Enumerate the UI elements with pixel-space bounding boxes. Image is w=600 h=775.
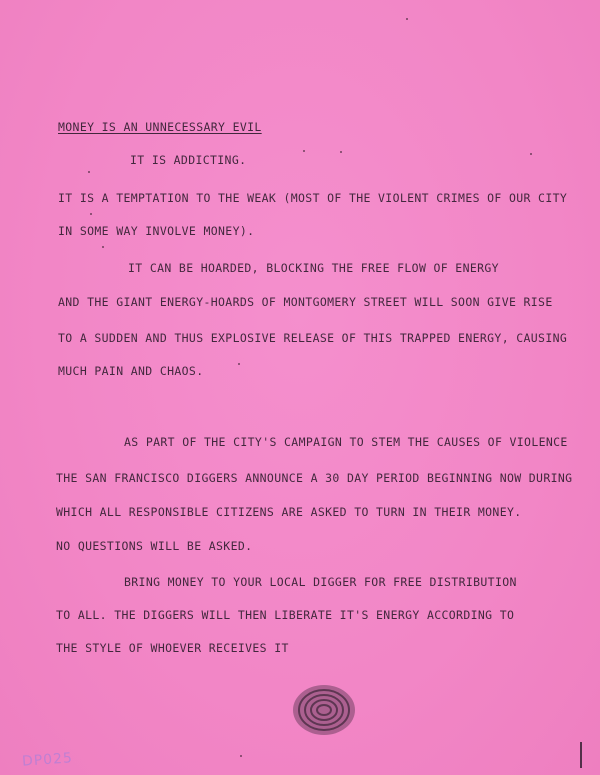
- speck: [340, 151, 342, 153]
- speck: [90, 213, 92, 215]
- line-7: MUCH PAIN AND CHAOS.: [58, 364, 204, 378]
- line-9: THE SAN FRANCISCO DIGGERS ANNOUNCE A 30 DAY PERIOD BEGINNING NOW DURING: [56, 471, 573, 485]
- line-5: AND THE GIANT ENERGY-HOARDS OF MONTGOMERY STREET WILL SOON GIVE RISE: [58, 295, 553, 309]
- speck: [102, 246, 104, 248]
- archive-mark: DP025: [21, 750, 74, 770]
- speck: [88, 171, 90, 173]
- line-3: IN SOME WAY INVOLVE MONEY).: [58, 224, 255, 238]
- speck: [530, 153, 532, 155]
- line-10: WHICH ALL RESPONSIBLE CITIZENS ARE ASKED TO TURN IN THEIR MONEY.: [56, 505, 522, 519]
- line-12: BRING MONEY TO YOUR LOCAL DIGGER FOR FREE DISTRIBUTION: [124, 575, 517, 589]
- line-11: NO QUESTIONS WILL BE ASKED.: [56, 539, 253, 553]
- line-2: IT IS A TEMPTATION TO THE WEAK (MOST OF THE VIOLENT CRIMES OF OUR CITY: [58, 191, 568, 205]
- document-heading: MONEY IS AN UNNECESSARY EVIL: [58, 120, 262, 134]
- line-13: TO ALL. THE DIGGERS WILL THEN LIBERATE IT'S ENERGY ACCORDING TO: [56, 608, 515, 622]
- line-14: THE STYLE OF WHOEVER RECEIVES IT: [56, 641, 289, 655]
- speck: [238, 363, 240, 365]
- line-8: AS PART OF THE CITY'S CAMPAIGN TO STEM THE CAUSES OF VIOLENCE: [124, 435, 568, 449]
- speck: [406, 18, 408, 20]
- corner-mark: [580, 742, 582, 768]
- line-6: TO A SUDDEN AND THUS EXPLOSIVE RELEASE OF THIS TRAPPED ENERGY, CAUSING: [58, 331, 568, 345]
- speck: [240, 755, 242, 757]
- speck: [303, 150, 305, 152]
- thumbprint-smudge: [290, 682, 358, 738]
- line-4: IT CAN BE HOARDED, BLOCKING THE FREE FLOW OF ENERGY: [128, 261, 499, 275]
- line-1: IT IS ADDICTING.: [130, 153, 247, 167]
